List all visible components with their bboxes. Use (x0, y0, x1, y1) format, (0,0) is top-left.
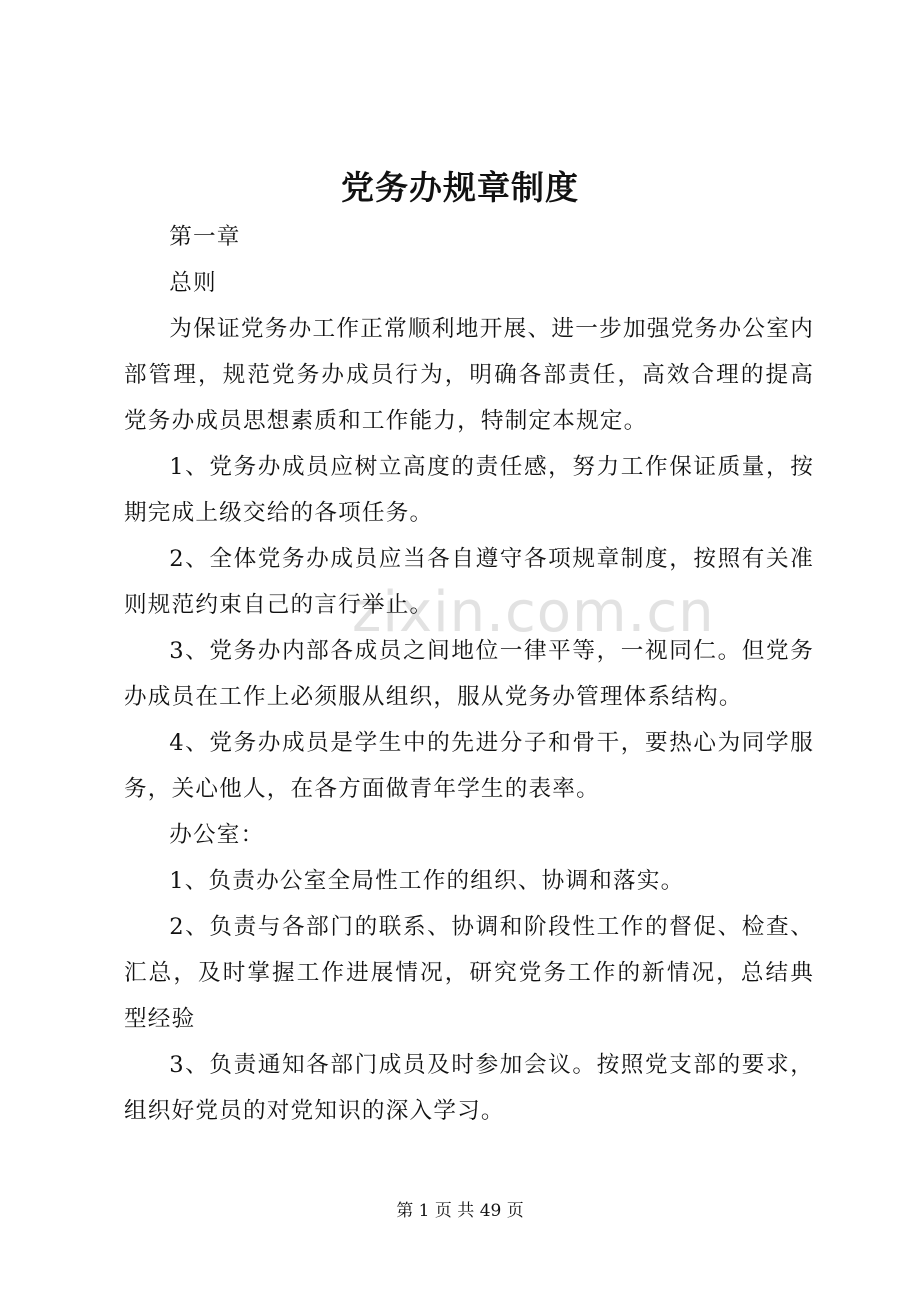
document-body (124, 214, 814, 1134)
office-heading: 办公室： (169, 822, 265, 848)
rule-paragraph: 2、全体党务办成员应当各自遵守各项规章制度，按照有关准则规范约束自己的言行举止。 (124, 546, 814, 618)
page-footer: 第 1 页 共 49 页 (396, 1201, 524, 1221)
watermark: zixin.com.cn (352, 580, 715, 645)
section-heading: 总则 (169, 270, 217, 296)
rule-paragraph: 3、党务办内部各成员之间地位一律平等，一视同仁。但党务办成员在工作上必须服从组织，服从党务办管理体系结构。 (124, 638, 814, 710)
document-title: 党务办规章制度 (341, 168, 579, 207)
duty-paragraph: 1、负责办公室全局性工作的组织、协调和落实。 (169, 868, 685, 894)
rule-paragraph: 4、党务办成员是学生中的先进分子和骨干，要热心为同学服务，关心他人，在各方面做青年学生的表率。 (124, 730, 814, 802)
chapter-heading: 第一章 (169, 224, 241, 250)
duty-paragraph: 2、负责与各部门的联系、协调和阶段性工作的督促、检查、汇总，及时掌握工作进展情况，研究党务工作的新情况，总结典型经验 (124, 914, 814, 1032)
rule-paragraph: 1、党务办成员应树立高度的责任感，努力工作保证质量，按期完成上级交给的各项任务。 (124, 454, 814, 526)
intro-paragraph: 为保证党务办工作正常顺利地开展、进一步加强党务办公室内部管理，规范党务办成员行为，明确各部责任，高效合理的提高党务办成员思想素质和工作能力，特制定本规定。 (124, 316, 814, 434)
duty-paragraph: 3、负责通知各部门成员及时参加会议。按照党支部的要求，组织好党员的对党知识的深入学习。 (124, 1052, 814, 1124)
